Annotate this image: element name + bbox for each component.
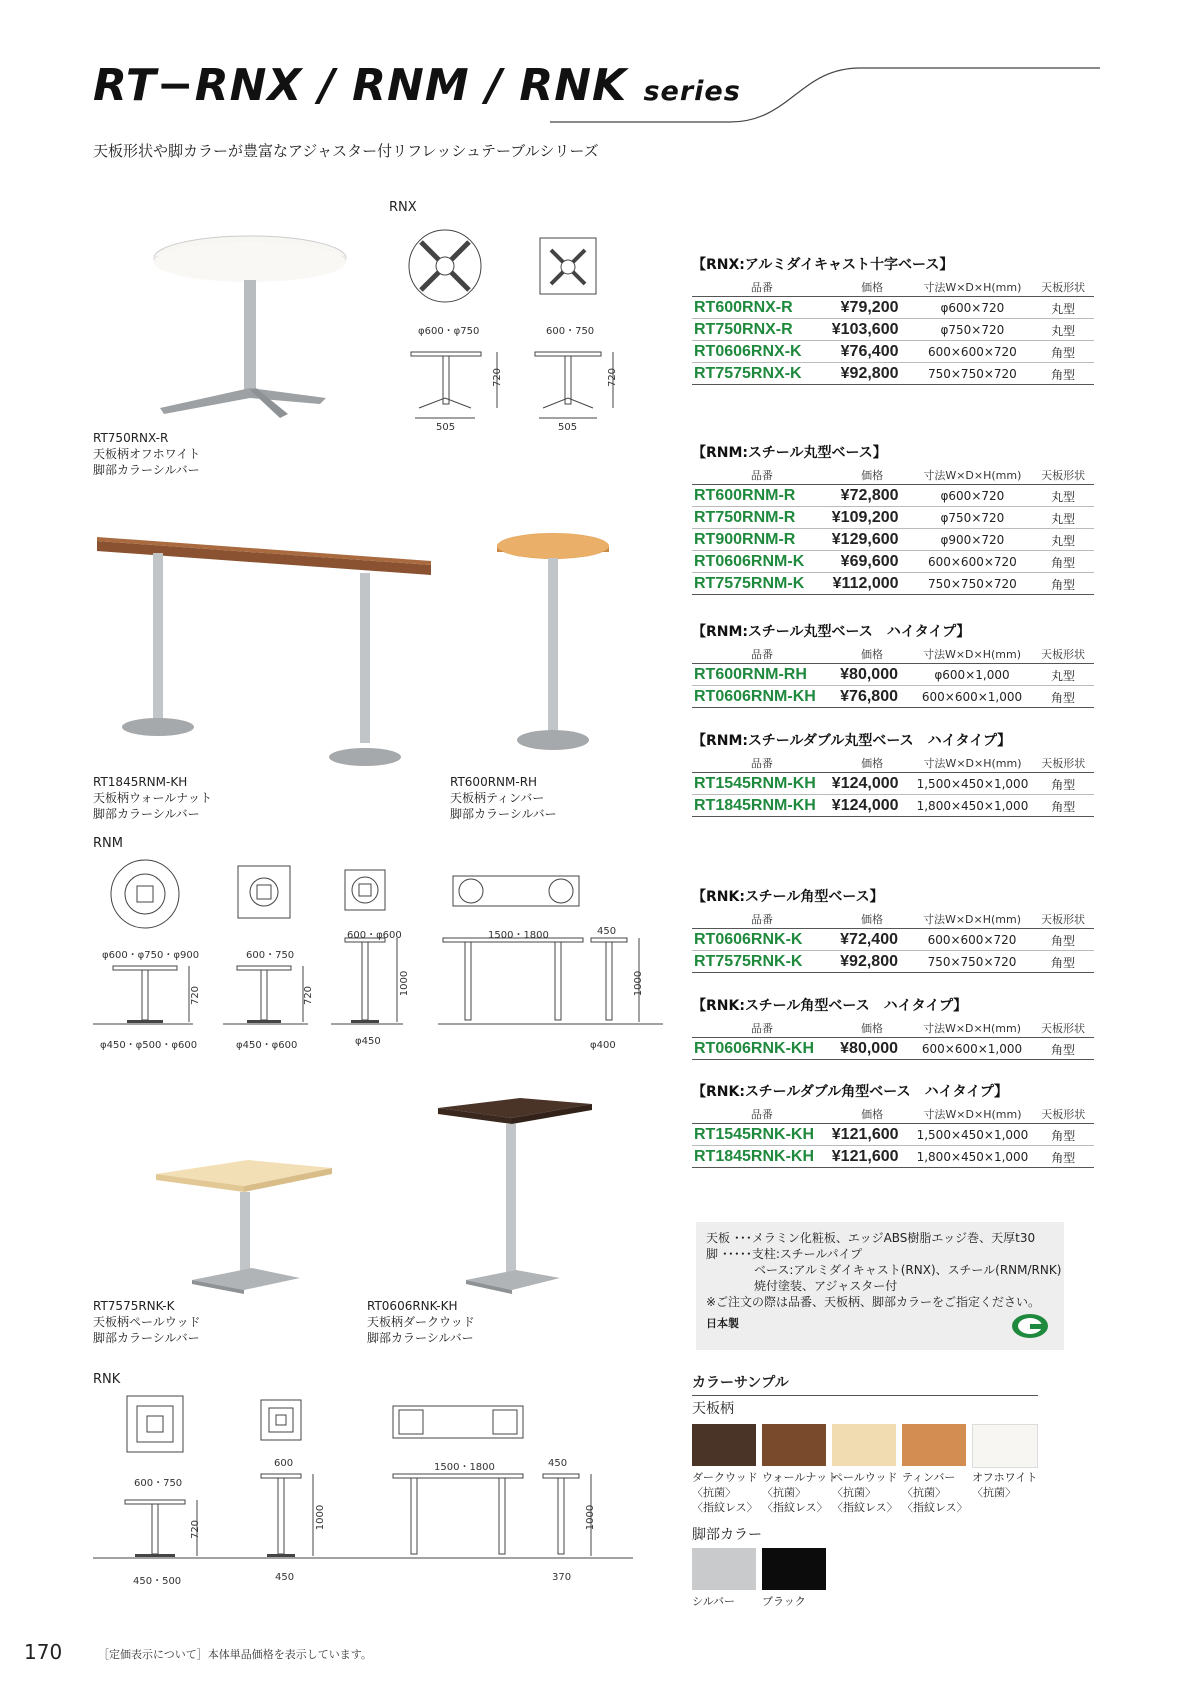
spec-table-body <box>692 645 1094 708</box>
spec-table-rnm <box>692 442 1094 595</box>
table-photo-rnm-long <box>95 535 435 780</box>
dim-rnm-height-a: 720 <box>190 985 202 1006</box>
dim-rnk-base-a: 450・500 <box>133 1576 182 1587</box>
table-row <box>692 664 1094 686</box>
table-row <box>692 319 1094 341</box>
col-header-code: 品番 <box>692 754 832 773</box>
product-code: RT900RNM-R <box>692 529 832 551</box>
product-shape: 丸型 <box>1032 664 1094 686</box>
note-line-finish: 焼付塗装、アジャスター付 <box>706 1279 898 1293</box>
col-header-size: 寸法W×D×H(mm) <box>913 754 1033 773</box>
product-price: ¥129,600 <box>832 529 913 551</box>
top-color-label: ダークウッド 〈抗菌〉 〈指紋レス〉 <box>692 1471 758 1514</box>
table-row <box>692 341 1094 363</box>
col-header-size: 寸法W×D×H(mm) <box>912 1019 1032 1038</box>
table-row <box>692 951 1094 973</box>
note-line-order: ※ご注文の際は品番、天板柄、脚部カラーをご指定ください。 <box>706 1295 1041 1309</box>
dim-rnm-height-d: 1000 <box>633 970 645 997</box>
spec-table-rnk <box>692 886 1094 973</box>
col-header-price: 価格 <box>832 754 913 773</box>
spec-table-title: 【RNK:スチール角型ベース】 <box>692 889 884 905</box>
spec-table-title: 【RNM:スチール丸型ベース ハイタイプ】 <box>692 624 971 640</box>
section-label-rnx: RNX <box>389 200 417 215</box>
dim-rnk-double-width: 1500・1800 <box>434 1462 495 1473</box>
green-purchasing-mark-icon <box>1010 1312 1050 1340</box>
spec-table-rnm-high <box>692 621 1094 708</box>
top-color-swatch <box>832 1424 896 1466</box>
spec-table-rnk-double-high <box>692 1081 1094 1168</box>
col-header-code: 品番 <box>692 278 832 297</box>
product-size: φ600×720 <box>913 485 1033 507</box>
table-photo-rnk-square <box>152 1152 337 1302</box>
product-price: ¥124,000 <box>832 773 913 795</box>
product-price: ¥69,600 <box>832 551 913 573</box>
product-size: 750×750×720 <box>913 573 1033 595</box>
table-photo-rnk-square-high <box>436 1094 596 1316</box>
dim-rnm-double-width: 1500・1800 <box>488 930 549 941</box>
product-shape: 角型 <box>1032 951 1094 973</box>
table-row <box>692 529 1094 551</box>
dim-rnk-height-c: 1000 <box>585 1504 597 1531</box>
product-code: RT600RNX-R <box>692 297 832 319</box>
product-price: ¥79,200 <box>832 297 913 319</box>
col-header-size: 寸法W×D×H(mm) <box>912 645 1032 664</box>
product-code: RT0606RNK-K <box>692 929 832 951</box>
col-header-shape: 天板形状 <box>1032 754 1094 773</box>
table-photo-rnm-round-high <box>493 528 613 760</box>
photo-caption-4: RT7575RNK-K 天板柄ペールウッド 脚部カラーシルバー <box>93 1299 201 1345</box>
product-price: ¥121,600 <box>832 1146 913 1168</box>
spec-table-title: 【RNK:スチール角型ベース ハイタイプ】 <box>692 998 968 1014</box>
photo-caption-5: RT0606RNK-KH 天板柄ダークウッド 脚部カラーシルバー <box>367 1299 475 1345</box>
color-sample-title: カラーサンプル <box>692 1372 1038 1396</box>
spec-table-body <box>692 1105 1094 1168</box>
product-code: RT750RNX-R <box>692 319 832 341</box>
dim-rnk-high-width: 600 <box>274 1458 294 1469</box>
made-in-japan-label: 日本製 <box>706 1317 739 1330</box>
product-shape: 角型 <box>1032 686 1094 708</box>
product-shape: 丸型 <box>1032 297 1094 319</box>
col-header-size: 寸法W×D×H(mm) <box>913 1105 1033 1124</box>
product-price: ¥72,800 <box>832 485 913 507</box>
col-header-shape: 天板形状 <box>1032 278 1094 297</box>
product-size: 600×600×720 <box>913 551 1033 573</box>
col-header-code: 品番 <box>692 1105 832 1124</box>
product-code: RT7575RNM-K <box>692 573 832 595</box>
product-size: φ900×720 <box>913 529 1033 551</box>
dim-rnk-base-b: 450 <box>275 1572 295 1583</box>
product-shape: 角型 <box>1032 929 1094 951</box>
dim-rnk-double-depth: 450 <box>548 1458 568 1469</box>
table-photo-rnx-round <box>140 228 360 428</box>
dim-rnk-height-b: 1000 <box>315 1504 327 1531</box>
col-header-code: 品番 <box>692 910 832 929</box>
table-row <box>692 773 1094 795</box>
product-size: φ600×1,000 <box>912 664 1032 686</box>
note-line-leg: 脚 ･････支柱:スチールパイプ <box>706 1247 863 1261</box>
col-header-shape: 天板形状 <box>1032 1019 1094 1038</box>
spec-table-body <box>692 466 1094 595</box>
product-price: ¥109,200 <box>832 507 913 529</box>
col-header-code: 品番 <box>692 466 832 485</box>
product-size: 1,500×450×1,000 <box>913 773 1033 795</box>
dim-rnx-height-a: 720 <box>492 367 504 388</box>
product-price: ¥103,600 <box>832 319 913 341</box>
product-price: ¥92,800 <box>832 363 913 385</box>
spec-table-body <box>692 1019 1094 1060</box>
col-header-price: 価格 <box>832 466 913 485</box>
spec-table-rnx <box>692 254 1094 385</box>
product-code: RT600RNM-R <box>692 485 832 507</box>
product-shape: 丸型 <box>1032 529 1094 551</box>
product-size: 600×600×720 <box>912 929 1032 951</box>
product-price: ¥76,800 <box>832 686 912 708</box>
col-header-size: 寸法W×D×H(mm) <box>913 466 1033 485</box>
product-code: RT1545RNM-KH <box>692 773 832 795</box>
table-row <box>692 507 1094 529</box>
table-row <box>692 1038 1094 1060</box>
table-row <box>692 686 1094 708</box>
product-size: 750×750×720 <box>913 363 1033 385</box>
table-row <box>692 363 1094 385</box>
leg-color-label: シルバー <box>692 1595 735 1608</box>
product-size: 600×600×720 <box>913 341 1033 363</box>
col-header-code: 品番 <box>692 1019 832 1038</box>
dim-rnm-high-width: 600・φ600 <box>347 930 402 941</box>
product-price: ¥121,600 <box>832 1124 913 1146</box>
dim-rnx-height-b: 720 <box>607 367 619 388</box>
table-row <box>692 297 1094 319</box>
spec-table-title: 【RNM:スチール丸型ベース】 <box>692 445 887 461</box>
table-row <box>692 929 1094 951</box>
col-header-price: 価格 <box>832 1019 912 1038</box>
product-code: RT0606RNK-KH <box>692 1038 832 1060</box>
product-price: ¥72,400 <box>832 929 912 951</box>
table-row <box>692 485 1094 507</box>
product-code: RT7575RNX-K <box>692 363 832 385</box>
dim-rnm-round-width: φ600・φ750・φ900 <box>102 950 200 961</box>
product-shape: 角型 <box>1032 795 1094 817</box>
col-header-shape: 天板形状 <box>1032 466 1094 485</box>
page-subtitle: 天板形状や脚カラーが豊富なアジャスター付リフレッシュテーブルシリーズ <box>93 142 599 160</box>
spec-table-title: 【RNX:アルミダイキャスト十字ベース】 <box>692 257 954 273</box>
dim-rnx-round-width: φ600・φ750 <box>418 326 480 337</box>
col-header-shape: 天板形状 <box>1032 645 1094 664</box>
product-shape: 角型 <box>1032 551 1094 573</box>
leg-color-label: 脚部カラー <box>692 1527 762 1543</box>
product-size: 1,800×450×1,000 <box>913 1146 1033 1168</box>
dim-rnx-base-a: 505 <box>436 422 456 433</box>
dim-rnk-square-width: 600・750 <box>134 1478 183 1489</box>
product-size: φ750×720 <box>913 319 1033 341</box>
product-shape: 角型 <box>1032 773 1094 795</box>
product-shape: 丸型 <box>1032 485 1094 507</box>
product-price: ¥92,800 <box>832 951 912 973</box>
col-header-shape: 天板形状 <box>1032 1105 1094 1124</box>
spec-table-body <box>692 754 1094 817</box>
product-shape: 角型 <box>1032 1038 1094 1060</box>
product-size: 600×600×1,000 <box>912 1038 1032 1060</box>
product-price: ¥80,000 <box>832 1038 912 1060</box>
top-color-label: ペールウッド 〈抗菌〉 〈指紋レス〉 <box>832 1471 898 1514</box>
dim-rnm-base-a: φ450・φ500・φ600 <box>100 1040 198 1051</box>
spec-table-title: 【RNM:スチールダブル丸型ベース ハイタイプ】 <box>692 733 1012 749</box>
top-color-swatch <box>762 1424 826 1466</box>
spec-table-rnm-double-high <box>692 730 1094 817</box>
page-number: 170 <box>24 1640 63 1664</box>
table-row <box>692 795 1094 817</box>
product-shape: 角型 <box>1032 1146 1094 1168</box>
top-color-label: オフホワイト 〈抗菌〉 <box>972 1471 1038 1499</box>
product-shape: 丸型 <box>1032 319 1094 341</box>
product-price: ¥112,000 <box>832 573 913 595</box>
spec-table-title: 【RNK:スチールダブル角型ベース ハイタイプ】 <box>692 1084 1009 1100</box>
product-code: RT0606RNX-K <box>692 341 832 363</box>
top-color-label: ティンバー 〈抗菌〉 〈指紋レス〉 <box>902 1471 968 1514</box>
dim-rnm-base-c: φ450 <box>355 1036 381 1047</box>
dim-rnk-base-d: 370 <box>552 1572 572 1583</box>
col-header-size: 寸法W×D×H(mm) <box>913 278 1033 297</box>
note-line-base: ベース:アルミダイキャスト(RNX)、スチール(RNM/RNK) <box>706 1263 1062 1277</box>
section-label-rnm: RNM <box>93 836 123 851</box>
product-price: ¥76,400 <box>832 341 913 363</box>
product-code: RT0606RNM-KH <box>692 686 832 708</box>
dim-rnx-square-width: 600・750 <box>546 326 595 337</box>
product-code: RT1845RNM-KH <box>692 795 832 817</box>
leg-color-label: ブラック <box>762 1595 806 1608</box>
spec-table-body <box>692 910 1094 973</box>
product-price: ¥80,000 <box>832 664 912 686</box>
product-code: RT1845RNK-KH <box>692 1146 832 1168</box>
dim-rnm-height-b: 720 <box>303 985 315 1006</box>
table-row <box>692 1124 1094 1146</box>
product-code: RT0606RNM-K <box>692 551 832 573</box>
leg-color-swatch <box>762 1548 826 1590</box>
product-size: 1,500×450×1,000 <box>913 1124 1033 1146</box>
dim-rnm-base-e: φ400 <box>590 1040 616 1051</box>
top-color-label: ウォールナット 〈抗菌〉 〈指紋レス〉 <box>762 1471 839 1514</box>
dim-rnm-double-depth: 450 <box>597 926 617 937</box>
spec-table-body <box>692 278 1094 385</box>
col-header-price: 価格 <box>832 1105 913 1124</box>
top-color-swatch <box>902 1424 966 1466</box>
dim-rnm-height-c: 1000 <box>399 970 411 997</box>
dim-rnm-square-width: 600・750 <box>246 950 295 961</box>
table-row <box>692 551 1094 573</box>
col-header-code: 品番 <box>692 645 832 664</box>
product-code: RT600RNM-RH <box>692 664 832 686</box>
col-header-price: 価格 <box>832 910 912 929</box>
product-size: φ600×720 <box>913 297 1033 319</box>
top-pattern-label: 天板柄 <box>692 1401 734 1417</box>
product-size: 1,800×450×1,000 <box>913 795 1033 817</box>
col-header-price: 価格 <box>832 645 912 664</box>
product-code: RT7575RNK-K <box>692 951 832 973</box>
product-size: 600×600×1,000 <box>912 686 1032 708</box>
product-shape: 丸型 <box>1032 507 1094 529</box>
photo-caption-1: RT750RNX-R 天板柄オフホワイト 脚部カラーシルバー <box>93 431 201 477</box>
dim-rnx-base-b: 505 <box>558 422 578 433</box>
product-shape: 角型 <box>1032 573 1094 595</box>
product-shape: 角型 <box>1032 1124 1094 1146</box>
col-header-size: 寸法W×D×H(mm) <box>912 910 1032 929</box>
header-swoosh-line <box>550 58 1110 128</box>
product-code: RT1545RNK-KH <box>692 1124 832 1146</box>
photo-caption-2: RT1845RNM-KH 天板柄ウォールナット 脚部カラーシルバー <box>93 775 213 821</box>
spec-notes-box <box>696 1222 1064 1350</box>
photo-caption-3: RT600RNM-RH 天板柄ティンバー 脚部カラーシルバー <box>450 775 557 821</box>
note-line-top: 天板 ･･･メラミン化粧板、エッジABS樹脂エッジ巻、天厚t30 <box>706 1231 1036 1245</box>
dim-rnm-base-b: φ450・φ600 <box>236 1040 298 1051</box>
table-row <box>692 573 1094 595</box>
leg-color-swatch <box>692 1548 756 1590</box>
top-color-swatch <box>972 1424 1038 1468</box>
product-size: 750×750×720 <box>912 951 1032 973</box>
top-color-swatch <box>692 1424 756 1466</box>
section-label-rnk: RNK <box>93 1372 121 1387</box>
product-size: φ750×720 <box>913 507 1033 529</box>
product-shape: 角型 <box>1032 363 1094 385</box>
col-header-shape: 天板形状 <box>1032 910 1094 929</box>
table-row <box>692 1146 1094 1168</box>
product-shape: 角型 <box>1032 341 1094 363</box>
dim-rnk-height-a: 720 <box>190 1519 202 1540</box>
product-code: RT750RNM-R <box>692 507 832 529</box>
page-title: RT−RNX / RNM / RNK series <box>93 60 741 111</box>
product-price: ¥124,000 <box>832 795 913 817</box>
col-header-price: 価格 <box>832 278 913 297</box>
price-display-note: ［定価表示について］本体単品価格を表示しています。 <box>98 1648 372 1661</box>
spec-table-rnk-high <box>692 995 1094 1060</box>
